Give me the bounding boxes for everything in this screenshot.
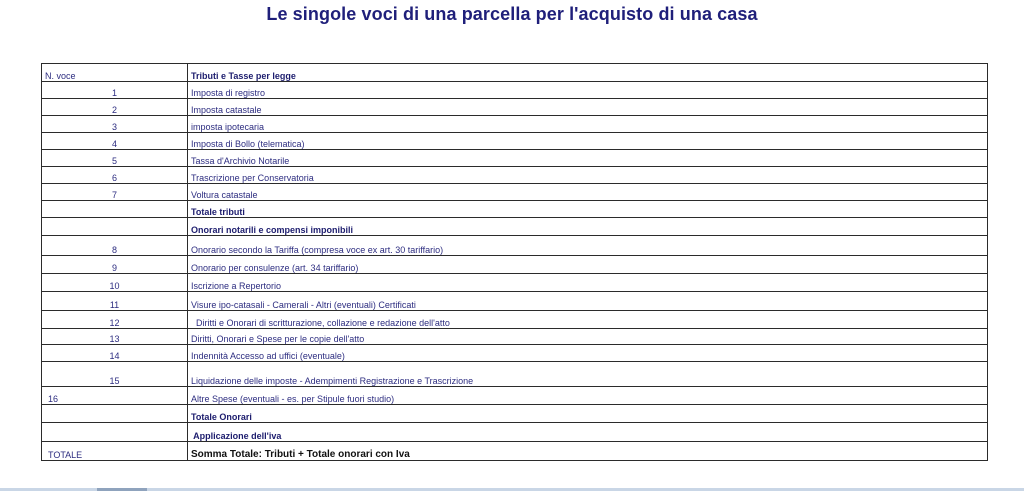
item-description: Tassa d'Archivio Notarile bbox=[188, 150, 988, 167]
table-row bbox=[42, 274, 988, 292]
grand-total-label: TOTALE bbox=[42, 442, 188, 461]
table-row bbox=[42, 184, 988, 201]
item-number: 7 bbox=[42, 184, 188, 201]
item-number: 10 bbox=[42, 274, 188, 292]
vat-label: Applicazione dell'iva bbox=[188, 423, 988, 442]
subtotal-row bbox=[42, 405, 988, 423]
item-number: 8 bbox=[42, 236, 188, 256]
item-number bbox=[42, 201, 188, 218]
item-number: 3 bbox=[42, 116, 188, 133]
item-number: 2 bbox=[42, 99, 188, 116]
item-description: Indennità Accesso ad uffici (eventuale) bbox=[188, 345, 988, 362]
page-title: Le singole voci di una parcella per l'acquisto di una casa bbox=[266, 4, 758, 24]
item-description: Iscrizione a Repertorio bbox=[188, 274, 988, 292]
vat-row bbox=[42, 423, 988, 442]
table-row bbox=[42, 256, 988, 274]
table-row bbox=[42, 311, 988, 329]
item-number: 11 bbox=[42, 292, 188, 311]
item-description: Onorario secondo la Tariffa (compresa voce ex art. 30 tariffario) bbox=[188, 236, 988, 256]
item-description: Imposta di Bollo (telematica) bbox=[188, 133, 988, 150]
section-header-row bbox=[42, 218, 988, 236]
table-row bbox=[42, 236, 988, 256]
table-row bbox=[42, 116, 988, 133]
item-number: 16 bbox=[42, 387, 188, 405]
table-row bbox=[42, 167, 988, 184]
item-number: 9 bbox=[42, 256, 188, 274]
table-row bbox=[42, 387, 988, 405]
item-description: Diritti e Onorari di scritturazione, collazione e redazione dell'atto bbox=[188, 311, 988, 329]
item-number bbox=[42, 405, 188, 423]
table-row bbox=[42, 150, 988, 167]
item-number: 5 bbox=[42, 150, 188, 167]
table-row bbox=[42, 292, 988, 311]
table-row bbox=[42, 133, 988, 150]
table-row bbox=[42, 329, 988, 345]
item-description: Liquidazione delle imposte - Adempimenti Registrazione e Trascrizione bbox=[188, 362, 988, 387]
grand-total-row bbox=[42, 442, 988, 461]
fee-table bbox=[41, 63, 988, 461]
table-row bbox=[42, 99, 988, 116]
item-description: Voltura catastale bbox=[188, 184, 988, 201]
subtotal-row bbox=[42, 201, 988, 218]
item-number: 15 bbox=[42, 362, 188, 387]
table-header-row bbox=[42, 64, 988, 82]
header-taxes: Tributi e Tasse per legge bbox=[188, 64, 988, 82]
total-fees-label: Totale Onorari bbox=[188, 405, 988, 423]
item-description: Trascrizione per Conservatoria bbox=[188, 167, 988, 184]
section-fees-label: Onorari notarili e compensi imponibili bbox=[188, 218, 988, 236]
item-number bbox=[42, 218, 188, 236]
header-item-number: N. voce bbox=[42, 64, 188, 82]
item-description: Altre Spese (eventuali - es. per Stipule fuori studio) bbox=[188, 387, 988, 405]
table-row bbox=[42, 362, 988, 387]
item-number bbox=[42, 423, 188, 442]
total-taxes-label: Totale tributi bbox=[188, 201, 988, 218]
item-description: Diritti, Onorari e Spese per le copie dell'atto bbox=[188, 329, 988, 345]
item-number: 13 bbox=[42, 329, 188, 345]
item-description: Onorario per consulenze (art. 34 tariffario) bbox=[188, 256, 988, 274]
grand-total-description: Somma Totale: Tributi + Totale onorari con Iva bbox=[188, 442, 988, 461]
item-number: 1 bbox=[42, 82, 188, 99]
item-description: imposta ipotecaria bbox=[188, 116, 988, 133]
item-description: Visure ipo-catasali - Camerali - Altri (eventuali) Certificati bbox=[188, 292, 988, 311]
table-row bbox=[42, 82, 988, 99]
table-row bbox=[42, 345, 988, 362]
item-description: Imposta catastale bbox=[188, 99, 988, 116]
item-number: 12 bbox=[42, 311, 188, 329]
item-number: 4 bbox=[42, 133, 188, 150]
item-number: 14 bbox=[42, 345, 188, 362]
item-description: Imposta di registro bbox=[188, 82, 988, 99]
item-number: 6 bbox=[42, 167, 188, 184]
